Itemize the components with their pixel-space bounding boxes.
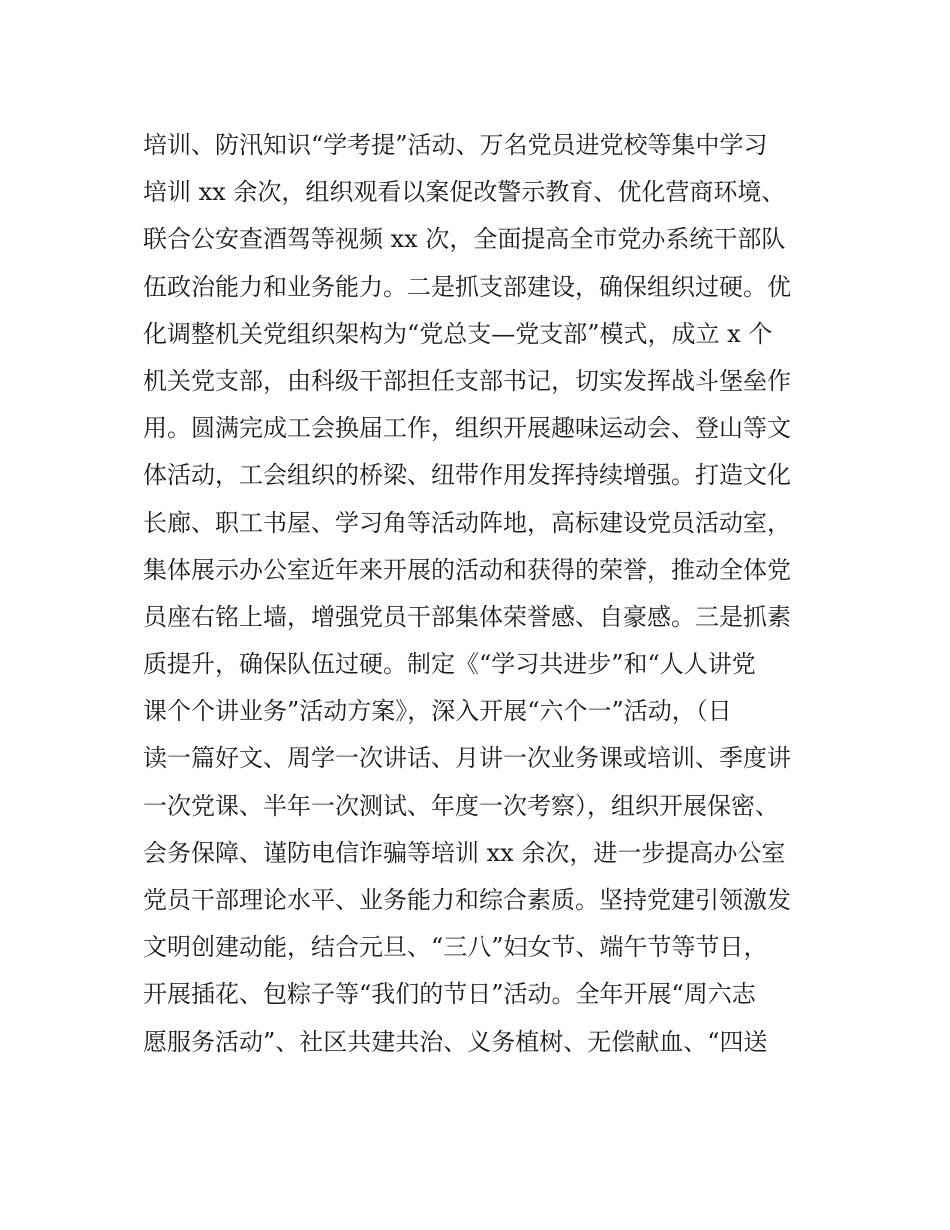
text-line: 体活动，工会组织的桥梁、纽带作用发挥持续增强。打造文化 [143, 461, 791, 490]
text-line: 党员干部理论水平、业务能力和综合素质。坚持党建引领激发 [143, 886, 791, 914]
text-line: 培训 xx 余次，组织观看以案促改警示教育、优化营商环境、 [143, 178, 786, 207]
text-line: 伍政治能力和业务能力。二是抓支部建设，确保组织过硬。优 [143, 272, 791, 301]
text-line: 愿服务活动”、社区共建共治、义务植树、无偿献血、“四送 [143, 1027, 768, 1056]
text-line: 长廊、职工书屋、学习角等活动阵地，高标建设党员活动室， [143, 508, 791, 537]
text-line: 读一篇好文、周学一次讲话、月讲一次业务课或培训、季度讲 [143, 744, 791, 773]
text-line: 机关党支部，由科级干部担任支部书记，切实发挥战斗堡垒作 [143, 366, 791, 395]
text-line: 一次党课、半年一次测试、年度一次考察），组织开展保密、 [143, 791, 779, 820]
text-line: 文明创建动能，结合元旦、“三八”妇女节、端午节等节日， [143, 933, 768, 962]
text-line: 联合公安查酒驾等视频 xx 次，全面提高全市党办系统干部队 [143, 225, 786, 254]
body-text [143, 122, 823, 1066]
text-line: 化调整机关党组织架构为“党总支—党支部”模式，成立 x 个 [143, 319, 773, 348]
text-line: 会务保障、谨防电信诈骗等培训 xx 余次，进一步提高办公室 [143, 838, 786, 867]
text-line: 课个个讲业务”活动方案》，深入开展“六个一”活动，（日 [143, 697, 732, 726]
text-line: 用。圆满完成工会换届工作，组织开展趣味运动会、登山等文 [143, 414, 791, 443]
text-line: 开展插花、包粽子等“我们的节日”活动。全年开展“周六志 [143, 980, 756, 1009]
text-line: 集体展示办公室近年来开展的活动和获得的荣誉，推动全体党 [143, 555, 791, 584]
text-line: 培训、防汛知识“学考提”活动、万名党员进党校等集中学习 [143, 131, 768, 159]
text-line: 员座右铭上墙，增强党员干部集体荣誉感、自豪感。三是抓素 [143, 602, 791, 631]
text-line: 质提升，确保队伍过硬。制定《“学习共进步”和“人人讲党 [143, 650, 756, 679]
